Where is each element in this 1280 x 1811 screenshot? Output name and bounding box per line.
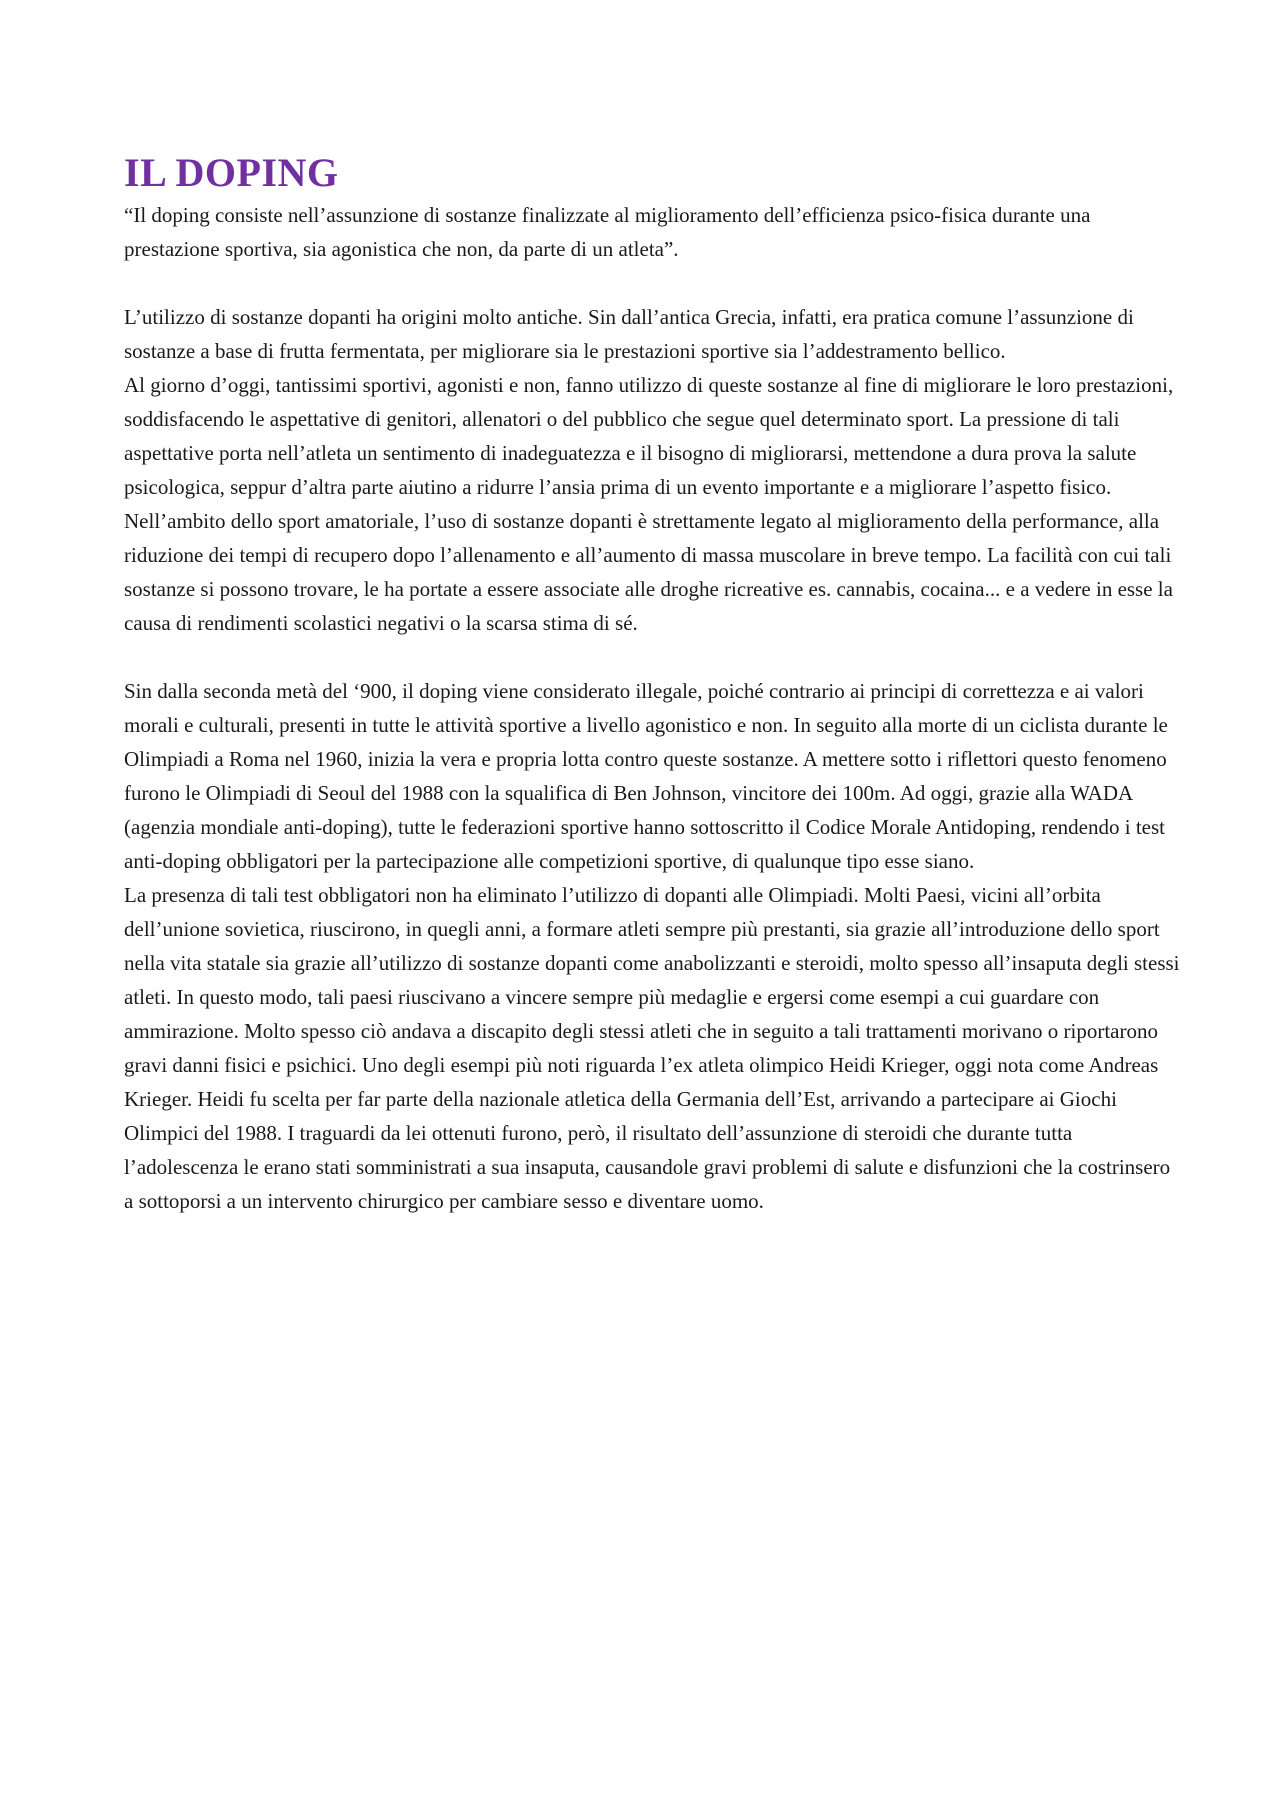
paragraph-spacer <box>124 640 1184 674</box>
paragraph-origins: L’utilizzo di sostanze dopanti ha origini molto antiche. Sin dall’antica Grecia, infatti, era pratica comune l’assunzione di sostanze a base di frutta fermentata, per migliorare sia le prestazioni sportive sia l’addestramento bellico. <box>124 305 1134 363</box>
paragraph-modern-use: Al giorno d’oggi, tantissimi sportivi, agonisti e non, fanno utilizzo di queste sostanze al fine di migliorare le loro prestazioni, soddisfacendo le aspettative di genitori, allenatori o del pubblico che segue quel determinato sport. La pressione di tali aspettative porta nell’atleta un sentimento di inadeguatezza e il bisogno di migliorarsi, mettendone a dura prova la salute psicologica, seppur d’altra parte aiutino a ridurre l’ansia prima di un evento importante e a migliorare l’aspetto fisico. Nell’ambito dello sport amatoriale, l’uso di sostanze dopanti è strettamente legato al miglioramento della performance, alla riduzione dei tempi di recupero dopo l’allenamento e all’aumento di massa muscolare in breve tempo. La facilità con cui tali sostanze si possono trovare, le ha portate a essere associate alle droghe ricreative es. cannabis, cocaina... e a vedere in esse la causa di rendimenti scolastici negativi o la scarsa stima di sé. <box>124 373 1174 635</box>
paragraph-olympics-cases: La presenza di tali test obbligatori non ha eliminato l’utilizzo di dopanti alle Olimpiadi. Molti Paesi, vicini all’orbita dell’unione sovietica, riuscirono, in quegli anni, a formare atleti sempre più prestanti, sia grazie all’introduzione dello sport nella vita statale sia grazie all’utilizzo di sostanze dopanti come anabolizzanti e steroidi, molto spesso all’insaputa degli stessi atleti. In questo modo, tali paesi riuscivano a vincere sempre più medaglie e ergersi come esempi a cui guardare con ammirazione. Molto spesso ciò andava a discapito degli stessi atleti che in seguito a tali trattamenti morivano o riportarono gravi danni fisici e psichici. Uno degli esempi più noti riguarda l’ex atleta olimpico Heidi Krieger, oggi nota come Andreas Krieger. Heidi fu scelta per far parte della nazionale atletica della Germania dell’Est, arrivando a partecipare ai Giochi Olimpici del 1988. I traguardi da lei ottenuti furono, però, il risultato dell’assunzione di steroidi che durante tutta l’adolescenza le erano stati somministrati a sua insaputa, causandole gravi problemi di salute e disfunzioni che la costrinsero a sottoporsi a un intervento chirurgico per cambiare sesso e diventare uomo. <box>124 883 1180 1213</box>
paragraph-definition: “Il doping consiste nell’assunzione di sostanze finalizzate al miglioramento dell’efficienza psico-fisica durante una prestazione sportiva, sia agonistica che non, da parte di un atleta”. <box>124 203 1091 261</box>
paragraph-legislation: Sin dalla seconda metà del ‘900, il doping viene considerato illegale, poiché contrario ai principi di correttezza e ai valori morali e culturali, presenti in tutte le attività sportive a livello agonistico e non. In seguito alla morte di un ciclista durante le Olimpiadi a Roma nel 1960, inizia la vera e propria lotta contro queste sostanze. A mettere sotto i riflettori questo fenomeno furono le Olimpiadi di Seoul del 1988 con la squalifica di Ben Johnson, vincitore dei 100m. Ad oggi, grazie alla WADA (agenzia mondiale anti-doping), tutte le federazioni sportive hanno sottoscritto il Codice Morale Antidoping, rendendo i test anti-doping obbligatori per la partecipazione alle competizioni sportive, di qualunque tipo esse siano. <box>124 679 1168 873</box>
document-page <box>124 148 1184 1218</box>
paragraph-spacer <box>124 266 1184 300</box>
document-title: IL DOPING <box>124 150 339 195</box>
